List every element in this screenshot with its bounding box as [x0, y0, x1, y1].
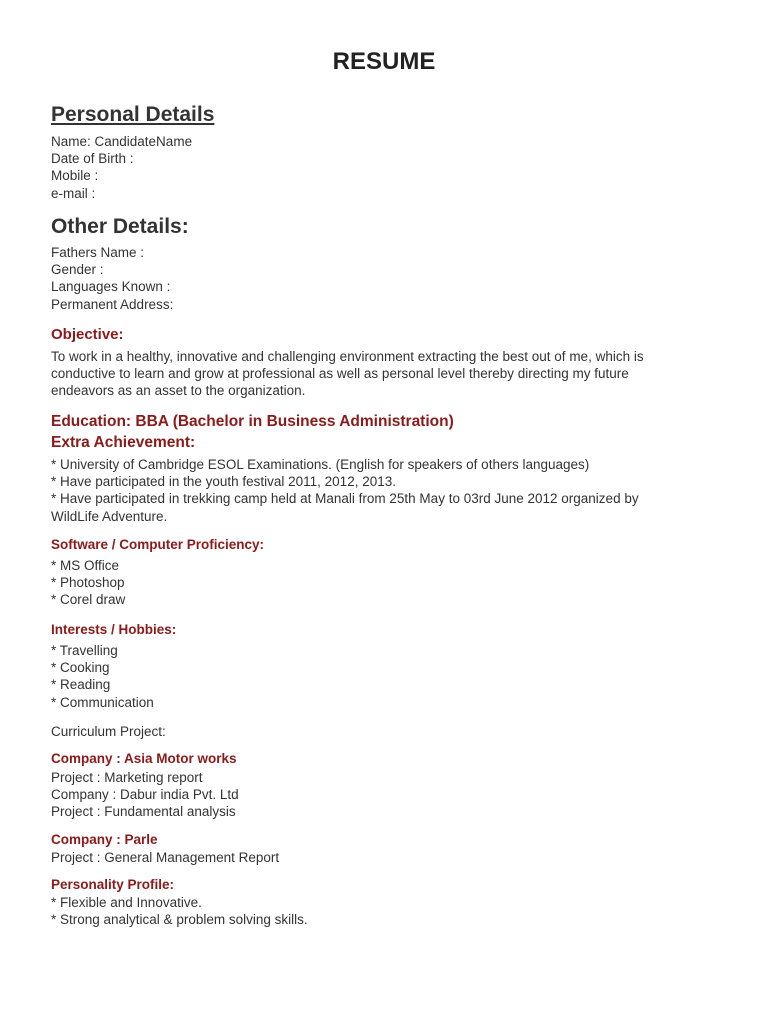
objective-line: To work in a healthy, innovative and challenging environment extracting the best out of me, which is: [51, 349, 644, 364]
software-item: * MS Office: [51, 558, 120, 573]
achievement-item: WildLife Adventure.: [51, 508, 168, 524]
achievement-item: * Have participated in trekking camp held at Manali from 25th May to 03rd June 2012 organized by: [51, 491, 639, 507]
interests-hobbies-list: [51, 642, 154, 711]
company-parle-heading: Company : Parle: [51, 832, 158, 847]
software-item: * Photoshop: [51, 575, 125, 591]
hobby-item: * Cooking: [51, 660, 110, 676]
extra-achievement-list: [51, 456, 639, 525]
extra-achievement-heading: Extra Achievement:: [51, 434, 196, 451]
other-gender-line: Gender :: [51, 262, 104, 278]
personal-details-heading: Personal Details: [51, 103, 215, 126]
achievement-item: * University of Cambridge ESOL Examinations. (English for speakers of others languages): [51, 457, 590, 472]
objective-line: conductive to learn and grow at professional as well as personal level thereby directing my future: [51, 366, 629, 382]
company-parle-details: [51, 849, 279, 866]
personality-profile-heading: Personality Profile:: [51, 877, 175, 892]
software-item: * Corel draw: [51, 592, 126, 608]
objective-heading: Objective:: [51, 326, 124, 343]
personal-dob-line: Date of Birth :: [51, 151, 134, 167]
company-asia-motor-details: [51, 769, 239, 821]
hobby-item: * Travelling: [51, 643, 118, 658]
hobby-item: * Reading: [51, 677, 111, 693]
software-proficiency-heading: Software / Computer Proficiency:: [51, 537, 265, 552]
company-asia-motor-heading: Company : Asia Motor works: [51, 751, 237, 766]
hobby-item: * Communication: [51, 694, 154, 710]
achievement-item: * Have participated in the youth festival 2011, 2012, 2013.: [51, 474, 396, 490]
interests-hobbies-heading: Interests / Hobbies:: [51, 622, 177, 637]
personality-profile-list: [51, 894, 308, 928]
personal-mobile-line: Mobile :: [51, 168, 99, 184]
other-fathers-name-line: Fathers Name :: [51, 245, 145, 260]
other-languages-line: Languages Known :: [51, 279, 171, 295]
document-title: RESUME: [332, 48, 436, 75]
software-proficiency-list: [51, 557, 125, 609]
personality-item: * Strong analytical & problem solving skills.: [51, 912, 308, 928]
project-line: Project : Fundamental analysis: [51, 804, 236, 820]
company-line: Company : Dabur india Pvt. Ltd: [51, 787, 239, 803]
other-details-list: [51, 244, 173, 313]
project-line: Project : General Management Report: [51, 850, 280, 865]
education-heading: Education: BBA (Bachelor in Business Administration): [51, 413, 454, 430]
other-details-heading: Other Details:: [51, 215, 189, 238]
curriculum-project-label: Curriculum Project:: [51, 724, 166, 739]
project-line: Project : Marketing report: [51, 770, 203, 785]
personal-email-line: e-mail :: [51, 185, 96, 201]
personal-details-list: [51, 133, 192, 202]
personality-item: * Flexible and Innovative.: [51, 895, 202, 910]
personal-name-line: Name: CandidateName: [51, 134, 193, 149]
objective-line: endeavors as an asset to the organization.: [51, 383, 306, 399]
objective-text: [51, 348, 644, 400]
other-address-line: Permanent Address:: [51, 296, 174, 312]
